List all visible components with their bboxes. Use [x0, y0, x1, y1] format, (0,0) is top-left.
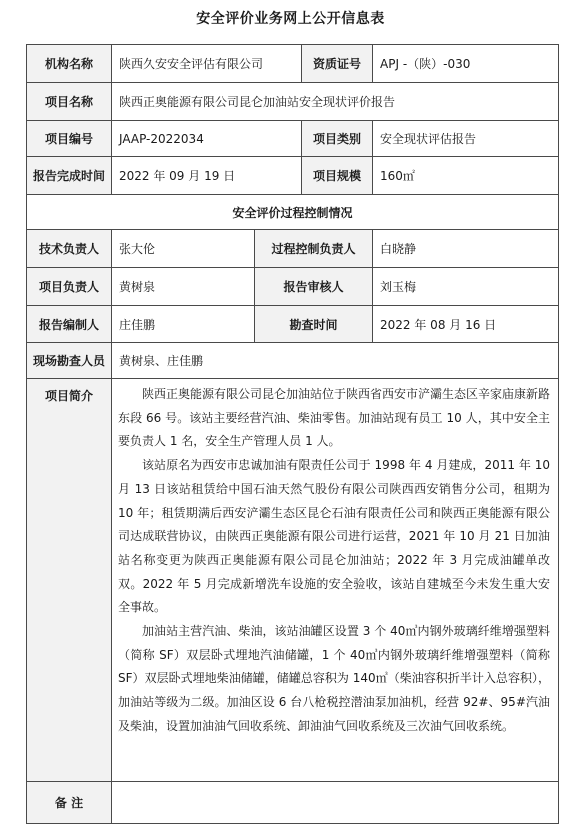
report-date-label: 报告完成时间: [27, 157, 112, 195]
report-date-value: 2022 年 09 月 19 日: [112, 157, 302, 195]
intro-paragraph-1: 陕西正奥能源有限公司昆仑加油站位于陕西省西安市浐灞生态区辛家庙康新路东段 66 号。该站主要经营汽油、柴油零售。加油站现有员工 10 人，其中安全主要负责人 1 名，安全生产管理人员 1 人。: [118, 387, 551, 449]
project-no-label: 项目编号: [27, 121, 112, 157]
project-lead-label: 项目负责人: [27, 268, 112, 306]
project-type-label: 项目类别: [302, 121, 373, 157]
cert-value: APJ -（陕）-030: [373, 45, 559, 83]
org-label: 机构名称: [27, 45, 112, 83]
row-compiler: [27, 306, 559, 343]
intro-label: 项目简介: [27, 379, 112, 782]
row-org: [27, 45, 559, 83]
survey-time-label: 勘查时间: [255, 306, 373, 343]
row-report-date: [27, 157, 559, 195]
intro-paragraph-2: 该站原名为西安市忠诚加油有限责任公司于 1998 年 4 月建成，2011 年 10 月 13 日该站租赁给中国石油天然气股份有限公司陕西西安销售分公司，租期为 10 年；租赁期满后西安浐灞生态区昆仑石油有限责任公司和陕西正奥能源有限公司达成联营协议，由陕西正奥能源有限公司进行运营，2021 年 10 月 21 日加油站名称变更为陕西正奥能源有限公司昆仑加油站；2022 年 3 月完成油罐单改双。2022 年 5 月完成新增洗车设施的安全验收，该站自建城至今未发生重大安全事故。: [118, 458, 551, 615]
cert-label: 资质证号: [302, 45, 373, 83]
remark-value: [112, 782, 559, 824]
row-intro: [27, 379, 559, 782]
scale-label: 项目规模: [302, 157, 373, 195]
row-project-name: [27, 83, 559, 121]
control-lead-label: 过程控制负责人: [255, 230, 373, 268]
scale-value: 160㎡: [373, 157, 559, 195]
row-section-title: [27, 195, 559, 230]
project-no-value: JAAP-2022034: [112, 121, 302, 157]
project-lead-value: 黄树泉: [112, 268, 255, 306]
control-lead-value: 白晓静: [373, 230, 559, 268]
org-value: 陕西久安安全评估有限公司: [112, 45, 302, 83]
reviewer-value: 刘玉梅: [373, 268, 559, 306]
survey-staff-label: 现场勘查人员: [27, 343, 112, 379]
remark-label: 备 注: [27, 782, 112, 824]
row-project-no: [27, 121, 559, 157]
row-tech-lead: [27, 230, 559, 268]
intro-paragraph-3: 加油站主营汽油、柴油，该站油罐区设置 3 个 40㎥内钢外玻璃纤维增强塑料（简称 SF）双层卧式埋地汽油储罐，1 个 40㎥内钢外玻璃纤维增强塑料（简称 SF）双层卧式埋地柴油储罐，储罐总容积为 140㎥（柴油容积折半计入总容积），加油站等级为二级。加油区设 6 台八枪税控潜油泵加油机，经营 92#、95#汽油及柴油，设置加油油气回收系统、卸油油气回收系统及三次油气回收系统。: [118, 624, 551, 733]
info-table: [26, 44, 559, 824]
compiler-value: 庄佳鹏: [112, 306, 255, 343]
tech-lead-value: 张大伦: [112, 230, 255, 268]
compiler-label: 报告编制人: [27, 306, 112, 343]
project-name-label: 项目名称: [27, 83, 112, 121]
project-type-value: 安全现状评估报告: [373, 121, 559, 157]
survey-time-value: 2022 年 08 月 16 日: [373, 306, 559, 343]
reviewer-label: 报告审核人: [255, 268, 373, 306]
intro-content: [112, 379, 559, 782]
row-project-lead: [27, 268, 559, 306]
tech-lead-label: 技术负责人: [27, 230, 112, 268]
page-title: 安全评价业务网上公开信息表: [196, 11, 385, 27]
process-section-title: 安全评价过程控制情况: [27, 195, 559, 230]
project-name-value: 陕西正奥能源有限公司昆仑加油站安全现状评价报告: [112, 83, 559, 121]
row-remark: [27, 782, 559, 824]
row-survey-staff: [27, 343, 559, 379]
survey-staff-value: 黄树泉、庄佳鹏: [112, 343, 559, 379]
